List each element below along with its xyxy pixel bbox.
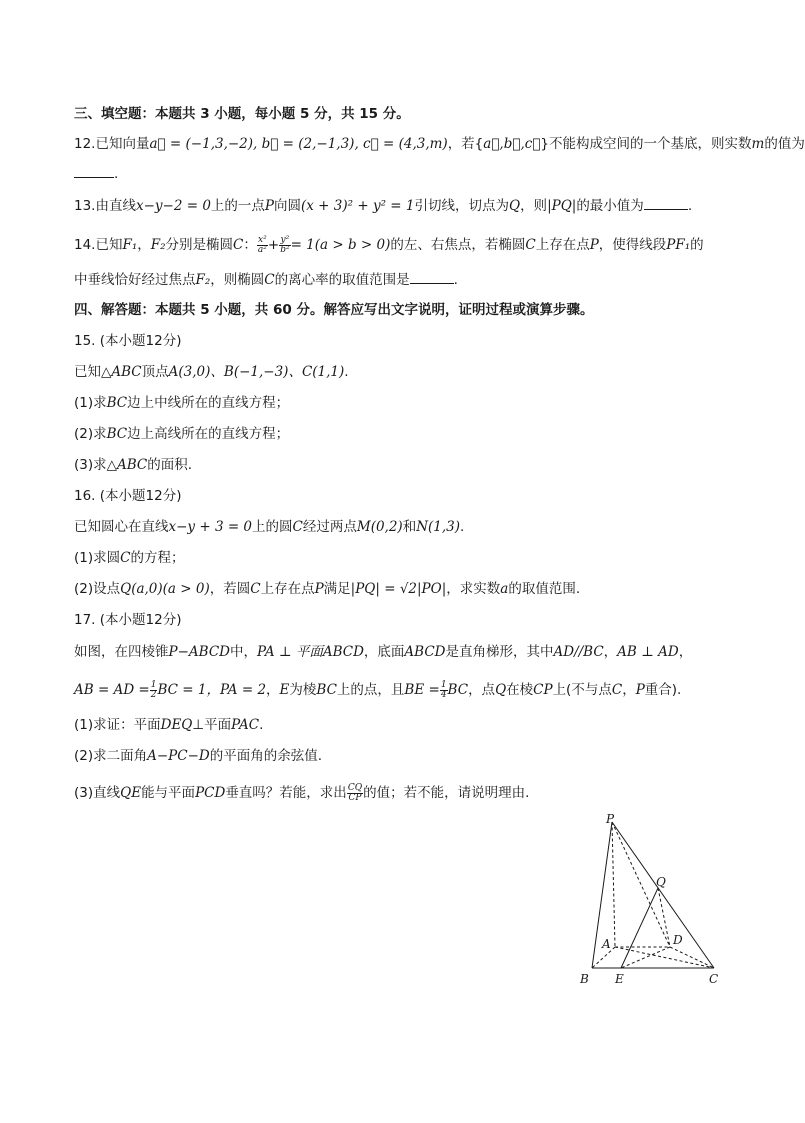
q17-half-num: 1 bbox=[150, 679, 157, 690]
section-4-title: 四、解答题：本题共 5 小题，共 60 分。解答应写出文字说明，证明过程或演算步骤。 bbox=[74, 302, 594, 318]
q17-text: 能与平面 bbox=[141, 785, 196, 801]
q17-text: 的平面角的余弦值. bbox=[209, 748, 323, 764]
label-d: D bbox=[673, 933, 683, 947]
q13-circle-eq: (x + 3)² + y² = 1 bbox=[301, 198, 415, 214]
q17-stem-1 bbox=[74, 642, 720, 662]
q13-point-p: P bbox=[264, 198, 275, 214]
q16-line-eq: x−y + 3 = 0 bbox=[168, 519, 253, 535]
q17-quarter-frac bbox=[440, 681, 448, 700]
q15-text: . bbox=[344, 364, 349, 380]
q16-point-q: Q(a,0)(a > 0) bbox=[120, 581, 210, 597]
q16-part-1 bbox=[74, 548, 720, 568]
q17-text: 重合). bbox=[644, 682, 682, 698]
q17-text: ， bbox=[266, 682, 280, 698]
question-14: 14.已知F₁，F₂分别是椭圆C： $\frac{\text{x²}}{\text{a²}}$ + $\frac{\text{y²}}{\text{b²}}$ = 1(a > b > 0)的左、右焦点，若椭圆C上存在点P，使得线段PF₁的 bbox=[74, 234, 704, 255]
q15-triangle: ABC bbox=[117, 457, 148, 473]
q17-line-qe: QE bbox=[120, 785, 142, 801]
q14-text: 上存在点 bbox=[535, 237, 590, 253]
q13-text: ，则 bbox=[520, 198, 548, 214]
q14-plus: + bbox=[267, 237, 280, 253]
pyramid-figure bbox=[570, 810, 730, 995]
q17-base: ABCD bbox=[404, 644, 446, 660]
q15-text: 边上高线所在的直线方程； bbox=[127, 426, 290, 442]
q13-text: 上的一点 bbox=[210, 198, 265, 214]
q13-number: 13. bbox=[74, 198, 96, 214]
q16-circle-c: C bbox=[120, 550, 131, 566]
q17-text: ， bbox=[678, 644, 693, 660]
q14-f1: F₁ bbox=[122, 237, 138, 253]
q17-point-c: C bbox=[611, 682, 623, 698]
q14-pf1: PF₁ bbox=[666, 237, 691, 253]
q16-circle-c: C bbox=[250, 581, 261, 597]
edge-pa bbox=[612, 822, 615, 947]
q14-text: ，使得线段 bbox=[598, 237, 667, 253]
q17-text: (1)求证：平面 bbox=[74, 717, 161, 733]
edge-qe bbox=[621, 888, 658, 968]
q12-vectors: a⃗ = (−1,3,−2), b⃗ = (2,−1,3), c⃗ = (4,3,m) bbox=[149, 136, 448, 152]
q15-triangle: ABC bbox=[111, 364, 142, 380]
q12-var: m bbox=[751, 136, 765, 152]
q14-ellipse-c: C bbox=[525, 237, 536, 253]
q17-text: 上(不与点 bbox=[552, 682, 612, 698]
q17-point-q: Q bbox=[495, 682, 507, 698]
q17-ratio-frac bbox=[347, 784, 363, 803]
q15-part-1 bbox=[74, 393, 720, 413]
q17-ratio-den: CP bbox=[348, 792, 362, 803]
q14-f2: F₂ bbox=[150, 237, 166, 253]
q15-text: 顶点 bbox=[141, 364, 169, 380]
q12-answer-blank[interactable] bbox=[74, 164, 114, 178]
q16-condition: |PQ| = √2|PO| bbox=[350, 581, 447, 597]
q16-point-m: M(0,2) bbox=[356, 519, 403, 535]
q12-text: }不能构成空间的一个基底，则实数 bbox=[540, 136, 752, 152]
q16-stem bbox=[74, 517, 720, 537]
q17-text: (3)直线 bbox=[74, 785, 121, 801]
q14-ellipse-c: C bbox=[264, 272, 275, 288]
q17-ratio-num: CQ bbox=[347, 782, 363, 793]
q13-text: 引切线，切点为 bbox=[414, 198, 509, 214]
question-14-line-2: 中垂线恰好经过焦点F₂，则椭圆C的离心率的取值范围是 . bbox=[74, 272, 458, 288]
q17-text: (2)求二面角 bbox=[74, 748, 148, 764]
q17-perp-1: PA ⊥ 平面ABCD bbox=[256, 644, 364, 660]
label-p: P bbox=[606, 812, 615, 826]
q14-text: 的左、右焦点，若椭圆 bbox=[390, 237, 526, 253]
q17-dihedral: A−PC−D bbox=[147, 748, 210, 764]
q16-text: 和 bbox=[402, 519, 417, 535]
q17-perp-2: AB ⊥ AD bbox=[617, 644, 679, 660]
q17-text: ⊥平面 bbox=[192, 717, 232, 733]
q14-frac-x-num: x² bbox=[258, 234, 267, 245]
q17-quarter-num: 1 bbox=[440, 679, 447, 690]
q13-text: 由直线 bbox=[95, 198, 136, 214]
q16-text: (2)设点 bbox=[74, 581, 121, 597]
q17-text: 是直角梯形，其中 bbox=[445, 644, 554, 660]
q16-text: 的取值范围. bbox=[508, 581, 581, 597]
q17-bc: BC bbox=[316, 682, 337, 698]
q13-text: 向圆 bbox=[274, 198, 302, 214]
q17-text: 垂直吗？若能，求出 bbox=[225, 785, 347, 801]
label-q: Q bbox=[656, 875, 666, 889]
q14-ellipse-c: C bbox=[233, 237, 244, 253]
q13-answer-blank[interactable] bbox=[644, 196, 688, 210]
q17-be: BE = bbox=[404, 682, 440, 698]
q16-var-a: a bbox=[500, 581, 509, 597]
q17-text: 如图，在四棱锥 bbox=[74, 644, 169, 660]
q15-text: (2)求 bbox=[74, 426, 107, 442]
q17-text: ， bbox=[622, 682, 636, 698]
q17-part-1 bbox=[74, 715, 720, 735]
q17-title bbox=[74, 610, 720, 630]
q14-answer-blank[interactable] bbox=[410, 270, 454, 284]
q16-circle-c: C bbox=[292, 519, 303, 535]
q17-eq: AB = AD = bbox=[74, 682, 150, 698]
q17-text: 的值；若不能，请说明理由. bbox=[363, 785, 530, 801]
q16-point-p: P bbox=[314, 581, 324, 597]
q15-bc: BC bbox=[106, 395, 128, 411]
q17-quarter-den: 4 bbox=[440, 689, 447, 700]
q12-number: 12. bbox=[74, 136, 96, 152]
q15-text: 的面积. bbox=[147, 457, 193, 473]
q17-parallel: AD//BC bbox=[553, 644, 604, 660]
q15-text: (3)求△ bbox=[74, 457, 118, 473]
q17-point-e: E bbox=[279, 682, 290, 698]
q16-part-2 bbox=[74, 579, 720, 599]
q14-frac-y-num: y² bbox=[280, 234, 290, 245]
q14-text: 分别是椭圆 bbox=[165, 237, 234, 253]
q17-text: 上的点，且 bbox=[336, 682, 405, 698]
q16-text: 满足 bbox=[323, 581, 351, 597]
q16-title bbox=[74, 486, 720, 506]
q15-stem bbox=[74, 362, 720, 382]
q15-bc: BC bbox=[106, 426, 128, 442]
q14-frac-y bbox=[279, 236, 290, 255]
section-3-title: 三、填空题：本题共 3 小题，每小题 5 分，共 15 分。 bbox=[74, 106, 410, 122]
q16-text: . bbox=[460, 519, 465, 535]
q14-text: 已知 bbox=[95, 237, 123, 253]
section-4-header bbox=[74, 300, 720, 320]
q14-text: 的离心率的取值范围是 bbox=[274, 272, 410, 288]
q14-text: 中垂线恰好经过焦点 bbox=[74, 272, 196, 288]
q12-text: ，若{ bbox=[447, 136, 484, 152]
q17-text: ，点 bbox=[468, 682, 496, 698]
q17-text: 在棱 bbox=[506, 682, 534, 698]
q12-basis: a⃗,b⃗,c⃗ bbox=[483, 136, 541, 152]
edge-ac bbox=[615, 947, 714, 968]
q16-text: 的方程； bbox=[130, 550, 185, 566]
q15-points: A(3,0)、B(−1,−3)、C(1,1) bbox=[168, 364, 345, 380]
edge-pc bbox=[612, 822, 714, 968]
q12-answer-line: . bbox=[74, 164, 720, 184]
q16-text: 已知圆心在直线 bbox=[74, 519, 169, 535]
q12-text: 的值为 bbox=[764, 136, 805, 152]
q12-text: 已知向量 bbox=[95, 136, 150, 152]
q15-text: 边上中线所在的直线方程； bbox=[127, 395, 290, 411]
q13-pq: |PQ| bbox=[547, 198, 577, 214]
q14-frac-y-den: b² bbox=[280, 244, 290, 255]
q14-text: ， bbox=[137, 237, 151, 253]
q17-point-p: P bbox=[635, 682, 645, 698]
question-12 bbox=[74, 134, 805, 154]
q17-stem-2 bbox=[74, 677, 720, 703]
q16-point-n: N(1,3) bbox=[416, 519, 461, 535]
q17-text: . bbox=[259, 717, 264, 733]
q16-text: (1)求圆 bbox=[74, 550, 121, 566]
label-a: A bbox=[602, 937, 611, 951]
q14-f2: F₂ bbox=[195, 272, 211, 288]
q17-part-3 bbox=[74, 780, 720, 806]
q13-point-q: Q bbox=[508, 198, 521, 214]
q16-text: ，若圆 bbox=[209, 581, 251, 597]
q15-text: 已知△ bbox=[74, 364, 112, 380]
q15-text: (1)求 bbox=[74, 395, 107, 411]
q14-text: 的 bbox=[690, 237, 704, 253]
label-e: E bbox=[615, 972, 624, 986]
section-3-header bbox=[74, 104, 720, 124]
q17-plane-pcd: PCD bbox=[195, 785, 226, 801]
q17-eq: BC = 1，PA = 2 bbox=[157, 682, 267, 698]
q14-eq-tail: = 1(a > b > 0) bbox=[290, 237, 391, 253]
q17-text: ， bbox=[603, 644, 618, 660]
q17-title-text: 17. (本小题12分) bbox=[74, 612, 182, 628]
q17-text: ，底面 bbox=[363, 644, 405, 660]
q16-title-text: 16. (本小题12分) bbox=[74, 488, 182, 504]
q16-text: 上的圆 bbox=[252, 519, 293, 535]
q14-frac-x bbox=[257, 236, 268, 255]
q14-number: 14. bbox=[74, 237, 96, 253]
q17-plane-pac: PAC bbox=[231, 717, 260, 733]
q17-text: 为棱 bbox=[289, 682, 317, 698]
q15-part-3 bbox=[74, 455, 720, 475]
label-c: C bbox=[709, 972, 719, 986]
q17-pyramid: P−ABCD bbox=[168, 644, 230, 660]
label-b: B bbox=[580, 972, 589, 986]
q13-line-eq: x−y−2 = 0 bbox=[135, 198, 211, 214]
q17-part-2 bbox=[74, 746, 720, 766]
q14-frac-x-den: a² bbox=[257, 244, 267, 255]
q13-text: 的最小值为 bbox=[576, 198, 644, 214]
edge-dc bbox=[670, 947, 714, 968]
q14-text: ，则椭圆 bbox=[210, 272, 265, 288]
q16-text: ，求实数 bbox=[446, 581, 501, 597]
q17-plane-deq: DEQ bbox=[160, 717, 193, 733]
question-13: 13.由直线x−y−2 = 0上的一点P向圆(x + 3)² + y² = 1引切线，切点为Q，则|PQ|的最小值为 . bbox=[74, 198, 693, 214]
q17-half-den: 2 bbox=[150, 689, 157, 700]
q17-bc: BC bbox=[447, 682, 469, 698]
q14-text: ： bbox=[243, 237, 257, 253]
q16-text: 经过两点 bbox=[302, 519, 357, 535]
q17-cp: CP bbox=[533, 682, 553, 698]
q15-title-text: 15. (本小题12分) bbox=[74, 333, 182, 349]
q17-text: 中， bbox=[229, 644, 257, 660]
q15-title bbox=[74, 331, 720, 351]
q15-part-2 bbox=[74, 424, 720, 444]
q16-text: 上存在点 bbox=[260, 581, 315, 597]
